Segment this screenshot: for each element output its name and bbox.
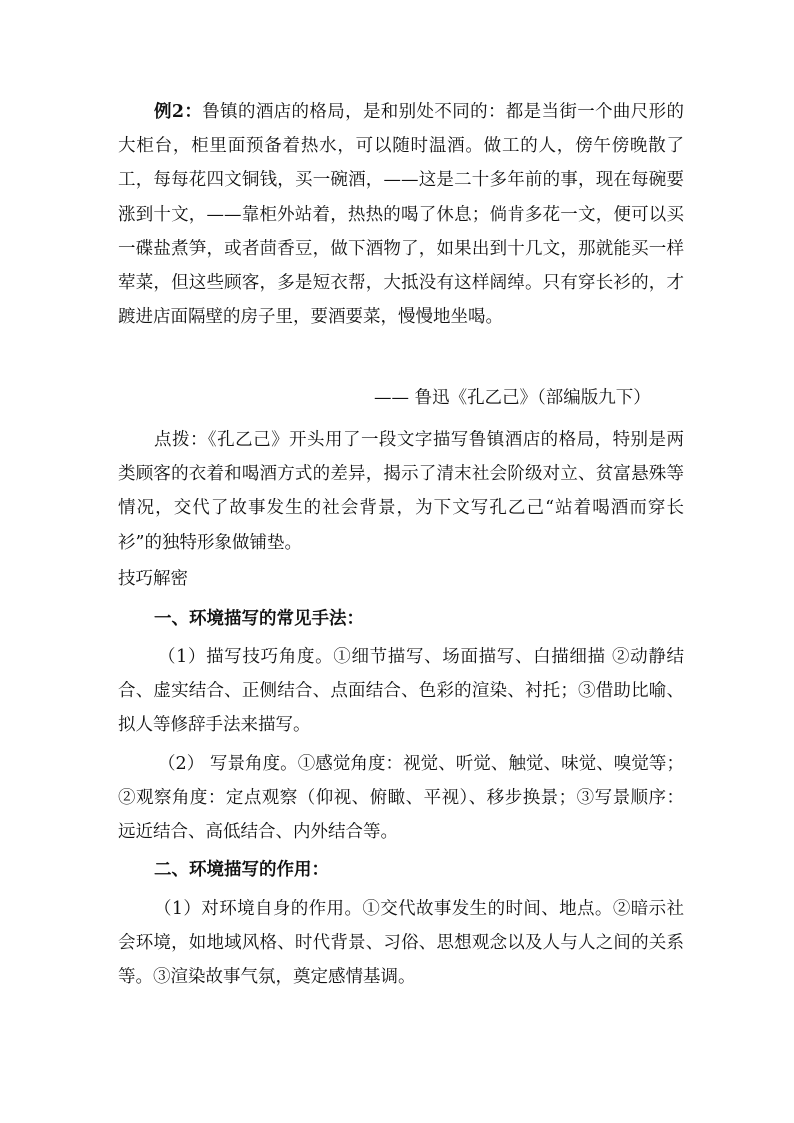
example-text: 鲁镇的酒店的格局，是和别处不同的：都是当街一个曲尺形的大柜台，柜里面预备着热水，可以随时温酒。做工的人，傍午傍晚散了工，每每花四文铜钱，买一碗酒，——这是二十多年前的事，现在每碗要涨到十文，——靠柜外站着，热热的喝了休息；倘肯多花一文，便可以买一碟盐煮笋，或者茴香豆，做下酒物了，如果出到十几文，那就能买一样荤菜，但这些顾客，多是短衣帮，大抵没有这样阔绰。只有穿长衫的，才踱进店面隔壁的房子里，要酒要菜，慢慢地坐喝。 bbox=[118, 102, 684, 328]
paragraph-technique-angle: （1）描写技巧角度。①细节描写、场面描写、白描细描 ②动静结合、虚实结合、正侧结合、点面结合、色彩的渲染、衬托；③借助比喻、拟人等修辞手法来描写。 bbox=[118, 647, 684, 736]
example-label: 例2： bbox=[154, 102, 203, 122]
example-paragraph bbox=[118, 95, 684, 334]
heading-functions: 二、环境描写的作用： bbox=[154, 860, 329, 880]
paragraph-scenery-angle: （2） 写景角度。①感觉角度：视觉、听觉、触觉、味觉、嗅觉等；②观察角度：定点观察（仰视、俯瞰、平视）、移步换景；③写景顺序：远近结合、高低结合、内外结合等。 bbox=[118, 754, 684, 843]
section-title: 技巧解密 bbox=[118, 569, 188, 589]
note-paragraph: 点拨：《孔乙己》开头用了一段文字描写鲁镇酒店的格局，特别是两类顾客的衣着和喝酒方式的差异，揭示了清末社会阶级对立、贫富悬殊等情况，交代了故事发生的社会背景，为下文写孔乙己“站着喝酒而穿长衫”的独特形象做铺垫。 bbox=[118, 430, 684, 553]
paragraph-environment-function: （1）对环境自身的作用。①交代故事发生的时间、地点。②暗示社会环境，如地域风格、时代背景、习俗、思想观念以及人与人之间的关系等。③渲染故事气氛，奠定感情基调。 bbox=[118, 899, 684, 988]
heading-techniques: 一、环境描写的常见手法： bbox=[154, 609, 364, 629]
example-citation: —— 鲁迅《孔乙己》（部编版九下） bbox=[374, 388, 651, 408]
